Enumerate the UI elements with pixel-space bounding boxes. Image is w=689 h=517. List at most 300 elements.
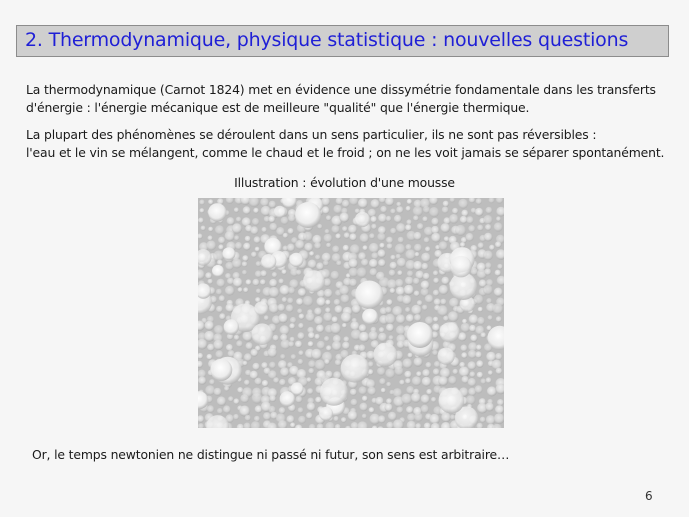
foam-bubble	[460, 345, 467, 352]
foam-bubble	[379, 198, 386, 203]
foam-bubble	[298, 288, 307, 297]
foam-bubble	[495, 270, 502, 277]
foam-bubble	[217, 260, 223, 266]
foam-bubble	[393, 388, 403, 398]
foam-bubble	[207, 235, 212, 240]
foam-bubble	[440, 299, 446, 305]
foam-bubble	[215, 350, 223, 358]
foam-bubble	[433, 278, 439, 284]
foam-bubble	[324, 359, 330, 365]
foam-bubble	[413, 278, 420, 285]
foam-bubble	[495, 241, 502, 248]
paragraph-line: d'énergie : l'énergie mécanique est de meilleure "qualité" que l'énergie thermique.	[26, 99, 530, 115]
foam-bubble	[262, 380, 269, 387]
foam-bubble	[469, 198, 476, 203]
foam-bubble	[323, 312, 333, 322]
foam-bubble	[295, 425, 303, 429]
foam-bubble	[280, 354, 285, 359]
foam-bubble	[283, 233, 289, 239]
foam-bubble	[242, 361, 247, 366]
foam-bubble	[260, 270, 267, 277]
foam-bubble	[218, 237, 225, 244]
foam-bubble	[477, 225, 483, 231]
foam-bubble	[252, 363, 260, 371]
foam-bubble	[439, 285, 449, 295]
foam-bubble-large	[295, 202, 321, 228]
foam-bubble	[466, 216, 474, 224]
foam-bubble	[492, 304, 503, 315]
foam-bubble	[235, 242, 243, 250]
foam-bubble	[297, 332, 304, 339]
paragraph-thermodynamics	[26, 81, 676, 116]
foam-bubble	[402, 295, 412, 305]
foam-bubble	[424, 237, 430, 243]
foam-bubble	[325, 422, 335, 428]
foam-bubble	[278, 313, 288, 323]
foam-bubble	[350, 389, 357, 396]
foam-bubble	[444, 236, 450, 242]
foam-bubble	[380, 206, 387, 213]
foam-bubble	[244, 380, 250, 386]
foam-bubble	[217, 396, 227, 406]
foam-bubble	[390, 209, 396, 215]
foam-bubble	[386, 237, 393, 244]
foam-bubble	[477, 317, 485, 325]
foam-bubble	[298, 416, 306, 424]
foam-bubble	[448, 311, 459, 322]
foam-bubble	[286, 304, 294, 312]
foam-bubble	[432, 350, 438, 356]
foam-bubble	[486, 377, 492, 383]
foam-bubble	[269, 287, 280, 298]
foam-bubble	[488, 315, 493, 320]
foam-bubble	[342, 323, 347, 328]
foam-bubble	[480, 417, 486, 423]
foam-bubble	[397, 270, 402, 275]
foam-bubble	[394, 215, 402, 223]
foam-bubble	[495, 353, 502, 360]
foam-bubble	[335, 359, 342, 366]
foam-bubble	[358, 344, 365, 351]
foam-bubble	[460, 242, 466, 248]
foam-bubble	[425, 246, 431, 252]
foam-bubble	[402, 358, 412, 368]
foam-bubble	[413, 206, 423, 216]
foam-bubble	[339, 285, 349, 295]
foam-bubble	[378, 214, 387, 223]
foam-bubble-large	[438, 348, 455, 365]
foam-bubble	[308, 368, 314, 374]
foam-bubble	[405, 224, 412, 231]
foam-image	[198, 198, 504, 428]
foam-bubble	[388, 412, 397, 421]
foam-bubble	[206, 354, 212, 360]
foam-bubble	[441, 412, 451, 422]
figure-caption: Illustration : évolution d'une mousse	[234, 175, 455, 190]
foam-bubble	[431, 218, 439, 226]
foam-bubble	[306, 377, 311, 382]
foam-bubble	[358, 198, 368, 208]
foam-bubble	[450, 414, 456, 420]
foam-bubble	[406, 386, 414, 394]
foam-bubble-large	[224, 319, 239, 334]
foam-bubble-large	[373, 343, 397, 367]
foam-bubble	[216, 306, 223, 313]
foam-bubble	[286, 415, 294, 423]
foam-bubble	[406, 206, 411, 211]
foam-bubble	[339, 213, 349, 223]
foam-bubble	[330, 323, 341, 334]
foam-bubble	[207, 405, 215, 413]
foam-bubble	[198, 423, 204, 428]
foam-bubble	[226, 198, 234, 204]
foam-bubble	[425, 316, 434, 325]
foam-bubble	[297, 308, 302, 313]
foam-bubble	[314, 334, 320, 340]
foam-bubble	[431, 233, 441, 243]
foam-bubble	[224, 386, 229, 391]
foam-bubble	[308, 341, 314, 347]
foam-bubble-large	[210, 359, 232, 381]
foam-bubble	[465, 233, 473, 241]
foam-bubble	[386, 382, 391, 387]
foam-bubble	[243, 287, 248, 292]
foam-bubble	[349, 279, 357, 287]
foam-bubble	[397, 258, 407, 268]
foam-bubble	[219, 313, 226, 320]
foam-bubble	[269, 279, 277, 287]
foam-bubble	[401, 394, 412, 405]
foam-bubble	[424, 423, 431, 429]
foam-bubble	[381, 388, 386, 393]
foam-bubble	[406, 406, 414, 414]
foam-bubble	[315, 255, 321, 261]
foam-bubble	[385, 307, 392, 314]
foam-bubble	[333, 416, 339, 422]
foam-bubble	[396, 287, 405, 296]
foam-bubble	[433, 368, 440, 375]
foam-bubble-large	[274, 206, 286, 218]
foam-bubble	[341, 312, 352, 323]
foam-bubble	[455, 225, 466, 236]
foam-bubble	[304, 243, 313, 252]
foam-bubble	[350, 321, 359, 330]
foam-bubble	[478, 242, 484, 248]
foam-bubble	[466, 395, 476, 405]
foam-bubble-large	[303, 270, 325, 292]
foam-bubble	[496, 198, 503, 204]
foam-bubble	[264, 315, 269, 320]
foam-bubble-large	[208, 203, 226, 221]
foam-bubble	[396, 314, 406, 324]
foam-bubble-large	[320, 378, 348, 406]
foam-bubble	[311, 349, 322, 360]
foam-bubble	[413, 232, 421, 240]
foam-bubble	[216, 279, 225, 288]
foam-bubble-large	[282, 198, 297, 208]
foam-bubble	[431, 397, 436, 402]
foam-bubble	[352, 305, 361, 314]
foam-bubble	[452, 208, 458, 214]
foam-bubble	[322, 206, 330, 214]
foam-bubble	[377, 249, 385, 257]
foam-bubble	[483, 251, 493, 261]
foam-bubble	[335, 233, 341, 239]
foam-bubble	[303, 232, 313, 242]
foam-bubble	[234, 335, 240, 341]
foam-bubble	[492, 424, 502, 428]
foam-bubble	[273, 377, 279, 383]
foam-bubble	[405, 378, 411, 384]
foam-bubble	[478, 307, 483, 312]
foam-bubble	[399, 380, 405, 386]
foam-bubble	[422, 305, 428, 311]
foam-bubble	[359, 403, 368, 412]
foam-bubble	[316, 297, 326, 307]
foam-bubble	[385, 369, 395, 379]
foam-bubble	[198, 361, 203, 368]
foam-bubble	[296, 298, 303, 305]
foam-bubble	[282, 297, 288, 303]
foam-bubble	[385, 198, 394, 206]
foam-bubble	[368, 331, 378, 341]
foam-bubble	[421, 394, 430, 403]
foam-bubble	[280, 367, 289, 376]
foam-bubble	[236, 340, 243, 347]
foam-bubble	[223, 405, 231, 413]
foam-bubble	[452, 369, 458, 375]
foam-bubble	[378, 333, 387, 342]
foam-bubble	[245, 236, 251, 242]
foam-bubble	[233, 278, 243, 288]
foam-bubble	[497, 399, 504, 406]
foam-bubble	[314, 316, 323, 325]
foam-bubble	[485, 402, 494, 411]
foam-bubble	[486, 298, 492, 304]
foam-bubble	[488, 370, 493, 375]
foam-bubble	[406, 314, 414, 322]
foam-bubble	[422, 369, 430, 377]
foam-bubble	[395, 244, 406, 255]
foam-bubble	[378, 415, 386, 423]
foam-bubble	[332, 341, 342, 351]
foam-bubble	[336, 260, 342, 266]
foam-bubble	[344, 232, 350, 238]
foam-bubble	[357, 267, 367, 277]
foam-bubble	[421, 253, 431, 263]
foam-bubble	[389, 270, 396, 277]
foam-bubble	[362, 245, 367, 250]
foam-bubble	[475, 208, 484, 217]
foam-bubble	[341, 294, 350, 303]
foam-bubble	[349, 233, 357, 241]
foam-bubble	[279, 379, 286, 386]
foam-bubble	[269, 223, 277, 231]
foam-bubble	[484, 233, 493, 242]
foam-bubble	[405, 307, 411, 313]
paragraph-line: La plupart des phénomènes se déroulent dans un sens particulier, ils ne sont pas réversibles :	[26, 127, 597, 142]
foam-bubble	[218, 244, 224, 250]
foam-bubble	[205, 385, 215, 395]
foam-bubble	[414, 314, 421, 321]
foam-bubble	[291, 354, 297, 360]
foam-bubble	[324, 289, 333, 298]
foam-bubble	[496, 207, 504, 217]
foam-bubble	[198, 269, 205, 279]
foam-bubble	[324, 336, 330, 342]
foam-bubble	[306, 412, 313, 419]
foam-bubble	[414, 413, 423, 422]
foam-bubble	[245, 415, 251, 421]
foam-bubble	[495, 405, 504, 414]
foam-bubble	[335, 424, 341, 428]
foam-bubble	[298, 350, 303, 355]
foam-bubble	[433, 317, 439, 323]
foam-bubble	[213, 340, 223, 350]
page-number: 6	[645, 489, 653, 503]
foam-bubble	[219, 295, 226, 302]
foam-bubble	[252, 218, 260, 226]
foam-bubble	[415, 423, 421, 428]
foam-bubble	[370, 199, 379, 208]
foam-bubble	[269, 201, 277, 209]
foam-bubble	[429, 198, 438, 205]
foam-bubble-large	[212, 265, 224, 277]
foam-bubble	[269, 395, 276, 402]
foam-bubble	[303, 296, 314, 307]
foam-bubble	[325, 307, 331, 313]
foam-bubble	[377, 233, 386, 242]
foam-bubble-large	[222, 247, 235, 260]
foam-bubble	[470, 335, 477, 342]
foam-bubble	[323, 234, 332, 243]
foam-bubble	[296, 270, 302, 276]
foam-bubble	[214, 388, 222, 396]
foam-bubble	[416, 371, 422, 377]
foam-bubble	[496, 316, 502, 322]
foam-bubble	[494, 288, 503, 297]
foam-bubble	[288, 287, 295, 294]
foam-bubble	[434, 361, 441, 368]
foam-bubble	[386, 216, 392, 222]
foam-bubble-large	[440, 322, 460, 342]
foam-bubble	[198, 218, 204, 224]
foam-bubble	[379, 327, 385, 333]
foam-bubble	[287, 298, 293, 304]
foam-bubble	[343, 245, 350, 252]
foam-bubble-large	[319, 407, 333, 421]
foam-bubble	[394, 366, 403, 375]
foam-bubble	[273, 335, 279, 341]
foam-bubble-large	[261, 254, 276, 269]
foam-bubble	[288, 341, 294, 347]
foam-bubble-large	[407, 322, 433, 348]
foam-bubble	[343, 336, 349, 342]
foam-bubble	[349, 198, 358, 205]
foam-bubble	[369, 259, 378, 268]
foam-bubble	[243, 206, 251, 214]
foam-bubble	[404, 371, 412, 379]
foam-bubble	[326, 243, 331, 248]
foam-bubble	[316, 325, 324, 333]
foam-bubble	[369, 233, 375, 239]
foam-bubble	[207, 279, 213, 285]
foam-bubble	[494, 222, 503, 231]
foam-bubble	[216, 289, 222, 295]
foam-bubble	[411, 305, 422, 316]
foam-bubble	[357, 421, 368, 428]
foam-bubble	[475, 385, 483, 393]
foam-bubble	[389, 262, 397, 270]
foam-bubble	[214, 325, 224, 335]
foam-bubble	[367, 387, 376, 396]
foam-bubble	[434, 298, 441, 305]
foam-bubble	[244, 423, 251, 429]
foam-bubble	[250, 349, 258, 357]
foam-bubble	[206, 240, 216, 250]
foam-bubble	[317, 224, 322, 229]
foam-bubble-large	[355, 281, 383, 309]
foam-bubble	[314, 308, 322, 316]
foam-bubble	[396, 202, 401, 207]
foam-bubble	[484, 268, 491, 275]
foam-bubble	[494, 413, 504, 424]
foam-bubble	[281, 269, 286, 274]
foam-bubble	[421, 263, 428, 270]
foam-bubble	[251, 421, 261, 428]
foam-bubble	[298, 323, 304, 329]
foam-bubble	[348, 259, 358, 269]
foam-bubble	[308, 260, 317, 269]
foam-bubble	[249, 198, 260, 207]
foam-bubble	[377, 367, 386, 376]
foam-bubble	[198, 234, 203, 240]
foam-bubble	[433, 270, 439, 276]
foam-bubble	[209, 379, 215, 385]
foam-bubble	[261, 227, 267, 233]
foam-bubble	[379, 378, 386, 385]
foam-bubble	[458, 199, 468, 209]
foam-bubble	[256, 289, 261, 294]
conclusion-text: Or, le temps newtonien ne distingue ni passé ni futur, son sens est arbitraire…	[32, 447, 510, 462]
foam-bubble	[308, 332, 315, 339]
foam-bubble	[469, 325, 476, 332]
foam-bubble	[422, 377, 432, 387]
foam-bubble	[290, 317, 297, 324]
foam-bubble	[406, 219, 412, 225]
foam-bubble	[198, 415, 204, 422]
foam-bubble	[496, 249, 504, 260]
foam-bubble	[234, 235, 239, 240]
foam-bubble	[298, 407, 304, 413]
foam-bubble	[407, 353, 412, 358]
foam-bubble	[269, 362, 276, 369]
foam-bubble	[438, 376, 448, 386]
foam-bubble	[198, 376, 206, 384]
foam-bubble	[379, 243, 385, 249]
foam-bubble	[244, 353, 252, 361]
foam-bubble	[298, 359, 304, 365]
foam-bubble-large	[341, 354, 369, 382]
foam-bubble	[260, 198, 269, 207]
foam-bubble	[405, 277, 414, 286]
foam-bubble	[236, 217, 242, 223]
foam-bubble-large	[291, 382, 304, 395]
foam-bubble	[317, 341, 326, 350]
foam-bubble	[362, 396, 368, 402]
foam-bubble	[413, 261, 423, 271]
foam-bubble	[417, 223, 424, 230]
